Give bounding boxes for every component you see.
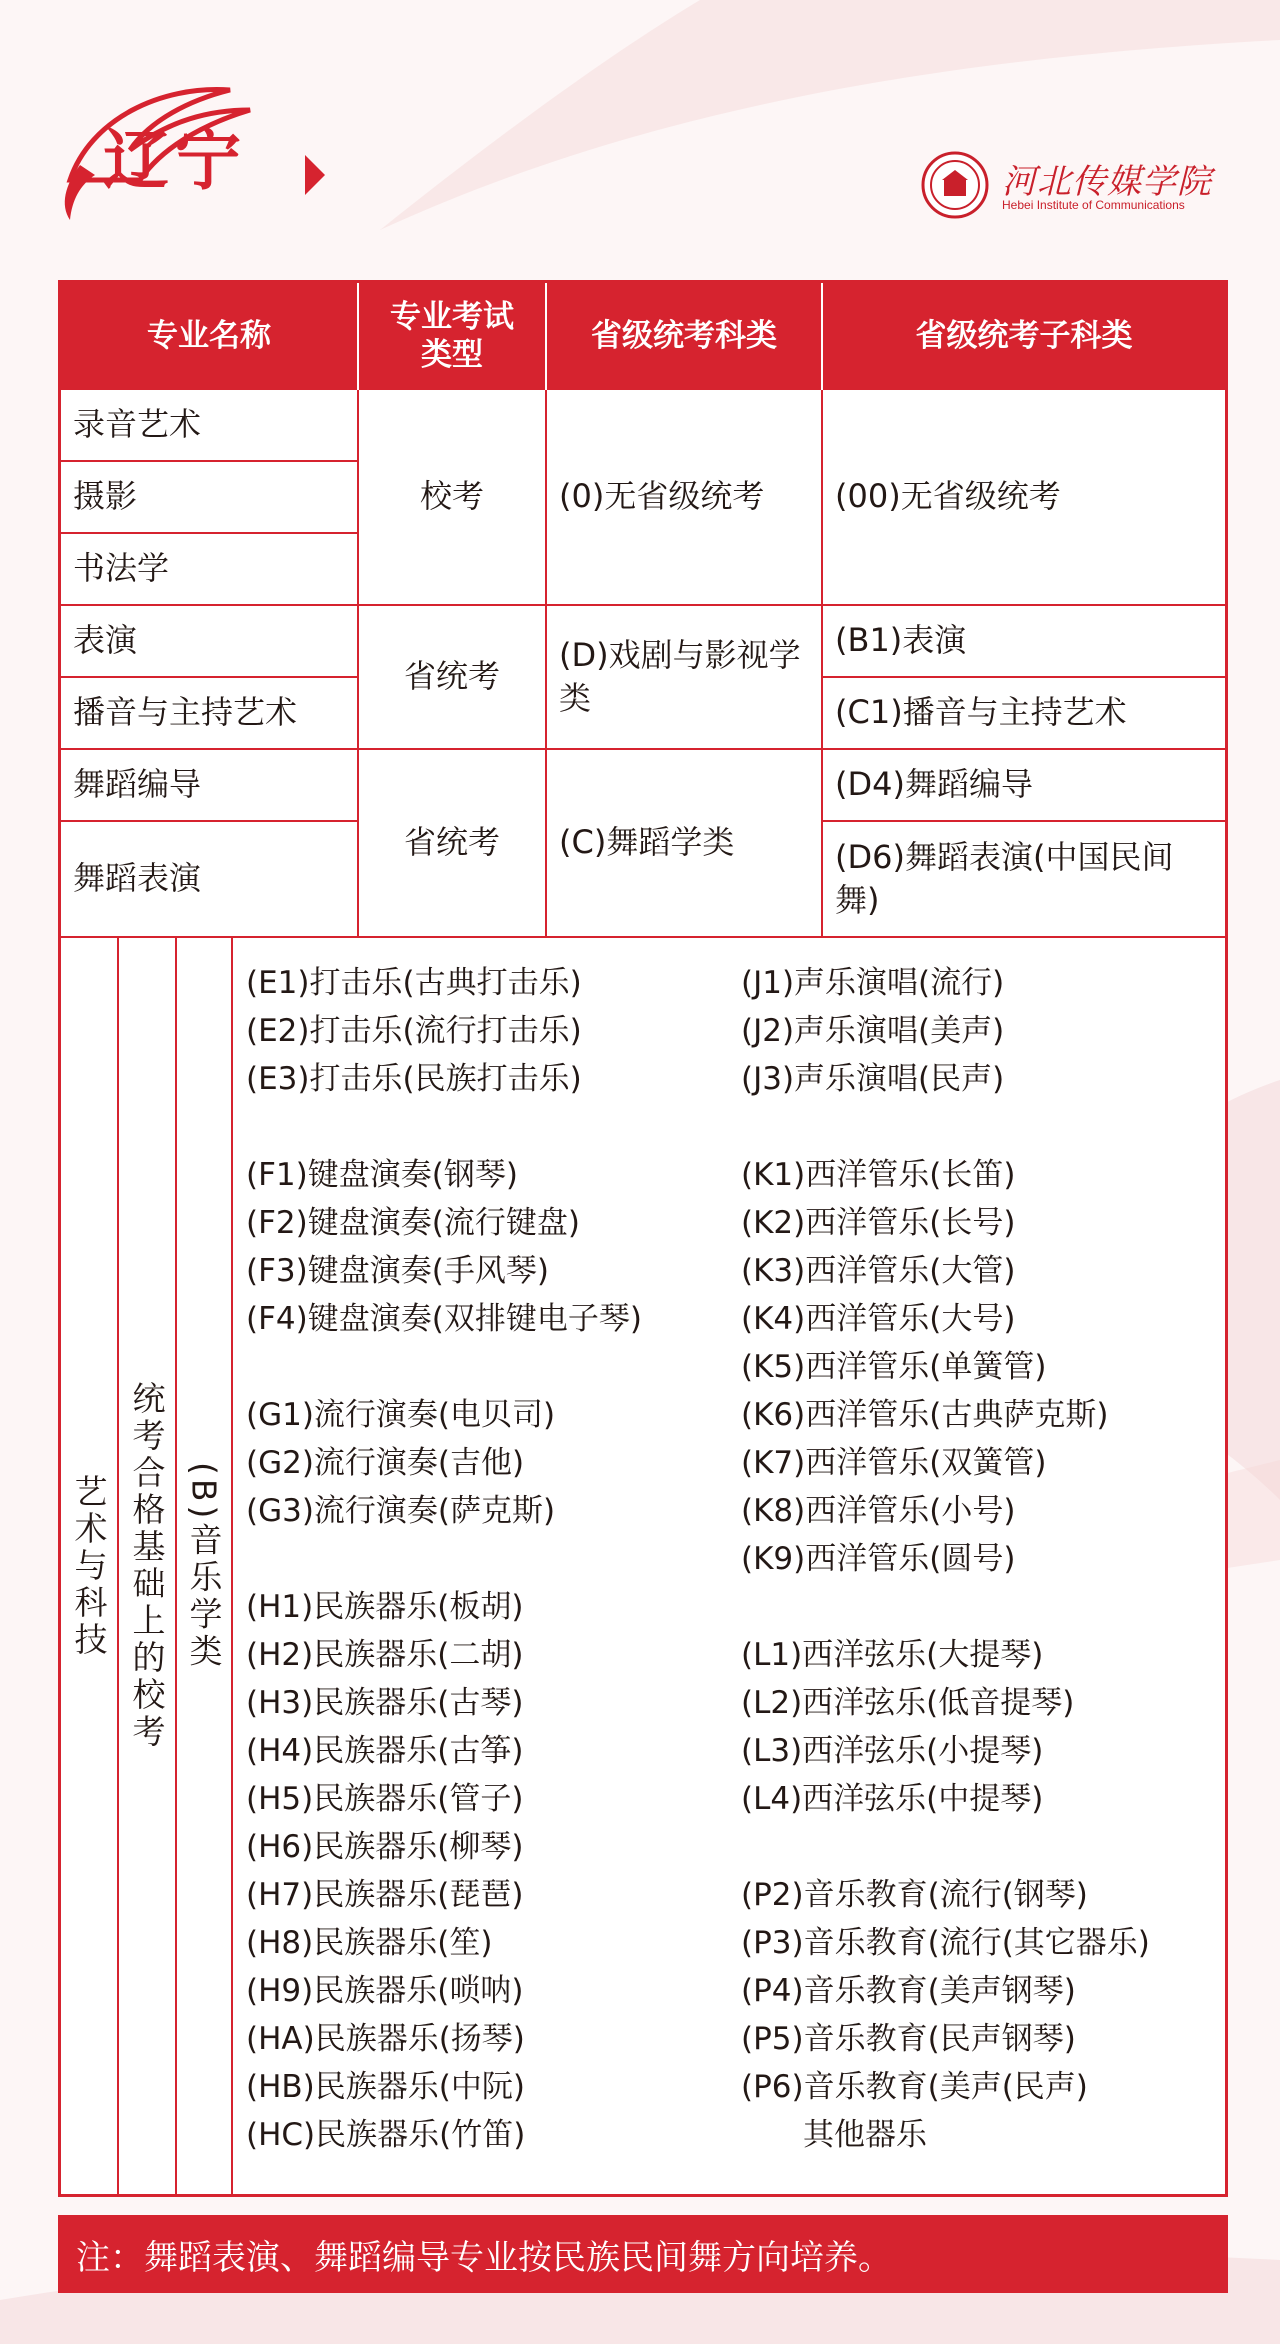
list-item: (H8)民族器乐(笙) [246,1925,493,1961]
list-item: (L3)西洋弦乐(小提琴) [741,1733,1044,1769]
list-item: (HA)民族器乐(扬琴) [246,2021,525,2057]
list-item: (H7)民族器乐(琵琶) [246,1877,524,1913]
list-item: (F1)键盘演奏(钢琴) [246,1157,518,1193]
music-major-cell [61,938,119,2194]
category-cell [547,606,823,750]
list-item: (J2)声乐演唱(美声) [741,1013,1005,1049]
header-provincial-subcategory: 省级统考子科类 [823,283,1225,390]
list-item: (H6)民族器乐(柳琴) [246,1829,524,1865]
list-item: (J3)声乐演唱(民声) [741,1061,1005,1097]
music-major-text: 艺术与科技 [69,1473,109,1659]
list-item [246,1103,642,1151]
list-item: (F4)键盘演奏(双排键电子琴) [246,1301,642,1337]
list-item [246,1535,642,1583]
subcategory-cell: (B1)表演 [823,606,1225,678]
list-item: (K3)西洋管乐(大管) [741,1253,1016,1289]
list-item: (K4)西洋管乐(大号) [741,1301,1016,1337]
list-item: (K8)西洋管乐(小号) [741,1493,1016,1529]
subcategory-cell: (D4)舞蹈编导 [823,750,1225,822]
list-item: (E2)打击乐(流行打击乐) [246,1013,582,1049]
list-item [741,1583,1150,1631]
list-item: (P2)音乐教育(流行(钢琴) [741,1877,1088,1913]
list-item: (HB)民族器乐(中阮) [246,2069,525,2105]
list-item: 其他器乐 [741,2117,927,2153]
major-cell: 摄影 [61,462,359,534]
header-exam-type-text: 专业考试类型 [390,299,514,373]
header-provincial-category: 省级统考科类 [547,283,823,390]
list-item: (P6)音乐教育(美声(民声) [741,2069,1088,2105]
list-item: (K7)西洋管乐(双簧管) [741,1445,1047,1481]
major-cell: 舞蹈表演 [61,822,359,938]
list-item: (K5)西洋管乐(单簧管) [741,1349,1047,1385]
list-item: (P3)音乐教育(流行(其它器乐) [741,1925,1150,1961]
music-exam-type-cell [119,938,177,2194]
major-cell: 表演 [61,606,359,678]
category-text: (D)戏剧与影视学类 [559,635,801,717]
school-emblem-icon [920,150,990,220]
list-item: (P5)音乐教育(民声钢琴) [741,2021,1076,2057]
list-item: (L4)西洋弦乐(中提琴) [741,1781,1044,1817]
subcategory-cell: (00)无省级统考 [823,390,1225,606]
list-item: (H2)民族器乐(二胡) [246,1637,524,1673]
list-item: (L2)西洋弦乐(低音提琴) [741,1685,1075,1721]
music-exam-type-text: 统考合格基础上的校考 [127,1381,167,1751]
exam-type-cell: 省统考 [359,750,547,938]
school-logo [920,150,1240,220]
exam-type-cell: 校考 [359,390,547,606]
list-item [741,1103,1150,1151]
list-item: (H5)民族器乐(管子) [246,1781,524,1817]
music-subcategory-list-right [741,959,1150,2159]
list-item: (K6)西洋管乐(古典萨克斯) [741,1397,1109,1433]
list-item: (E1)打击乐(古典打击乐) [246,965,582,1001]
list-item: (K2)西洋管乐(长号) [741,1205,1016,1241]
music-category-cell [177,938,233,2194]
major-cell: 书法学 [61,534,359,606]
list-item: (E3)打击乐(民族打击乐) [246,1061,582,1097]
list-item: (G3)流行演奏(萨克斯) [246,1493,556,1529]
list-item [741,1823,1150,1871]
list-item: (H9)民族器乐(唢呐) [246,1973,524,2009]
header-exam-type [359,283,547,390]
subcategory-cell [823,822,1225,938]
province-title: 辽宁 [103,122,247,199]
list-item: (F2)键盘演奏(流行键盘) [246,1205,580,1241]
exam-type-cell: 省统考 [359,606,547,750]
page-header [0,0,1280,270]
footnote: 注：舞蹈表演、舞蹈编导专业按民族民间舞方向培养。 [58,2215,1228,2293]
list-item: (G2)流行演奏(吉他) [246,1445,525,1481]
list-item: (F3)键盘演奏(手风琴) [246,1253,549,1289]
major-cell: 舞蹈编导 [61,750,359,822]
list-item [246,1343,642,1391]
list-item: (J1)声乐演唱(流行) [741,965,1005,1001]
list-item: (G1)流行演奏(电贝司) [246,1397,556,1433]
subcategory-text: (D6)舞蹈表演(中国民间舞) [835,837,1174,919]
major-cell: 播音与主持艺术 [61,678,359,750]
admission-table [58,280,1228,2197]
major-cell: 录音艺术 [61,390,359,462]
list-item: (K9)西洋管乐(圆号) [741,1541,1016,1577]
header-major: 专业名称 [61,283,359,390]
list-item: (L1)西洋弦乐(大提琴) [741,1637,1044,1673]
list-item: (P4)音乐教育(美声钢琴) [741,1973,1076,2009]
category-cell: (0)无省级统考 [547,390,823,606]
subcategory-cell: (C1)播音与主持艺术 [823,678,1225,750]
school-name-en: Hebei Institute of Communications [1002,198,1185,212]
music-subcategory-list-left [246,959,642,2159]
list-item: (H1)民族器乐(板胡) [246,1589,524,1625]
music-category-text: (B)音乐学类 [184,1461,224,1671]
list-item: (H3)民族器乐(古琴) [246,1685,524,1721]
school-name-cn: 河北传媒学院 [1002,162,1212,202]
category-cell: (C)舞蹈学类 [547,750,823,938]
list-item: (H4)民族器乐(古筝) [246,1733,524,1769]
list-item: (HC)民族器乐(竹笛) [246,2117,526,2153]
list-item: (K1)西洋管乐(长笛) [741,1157,1016,1193]
